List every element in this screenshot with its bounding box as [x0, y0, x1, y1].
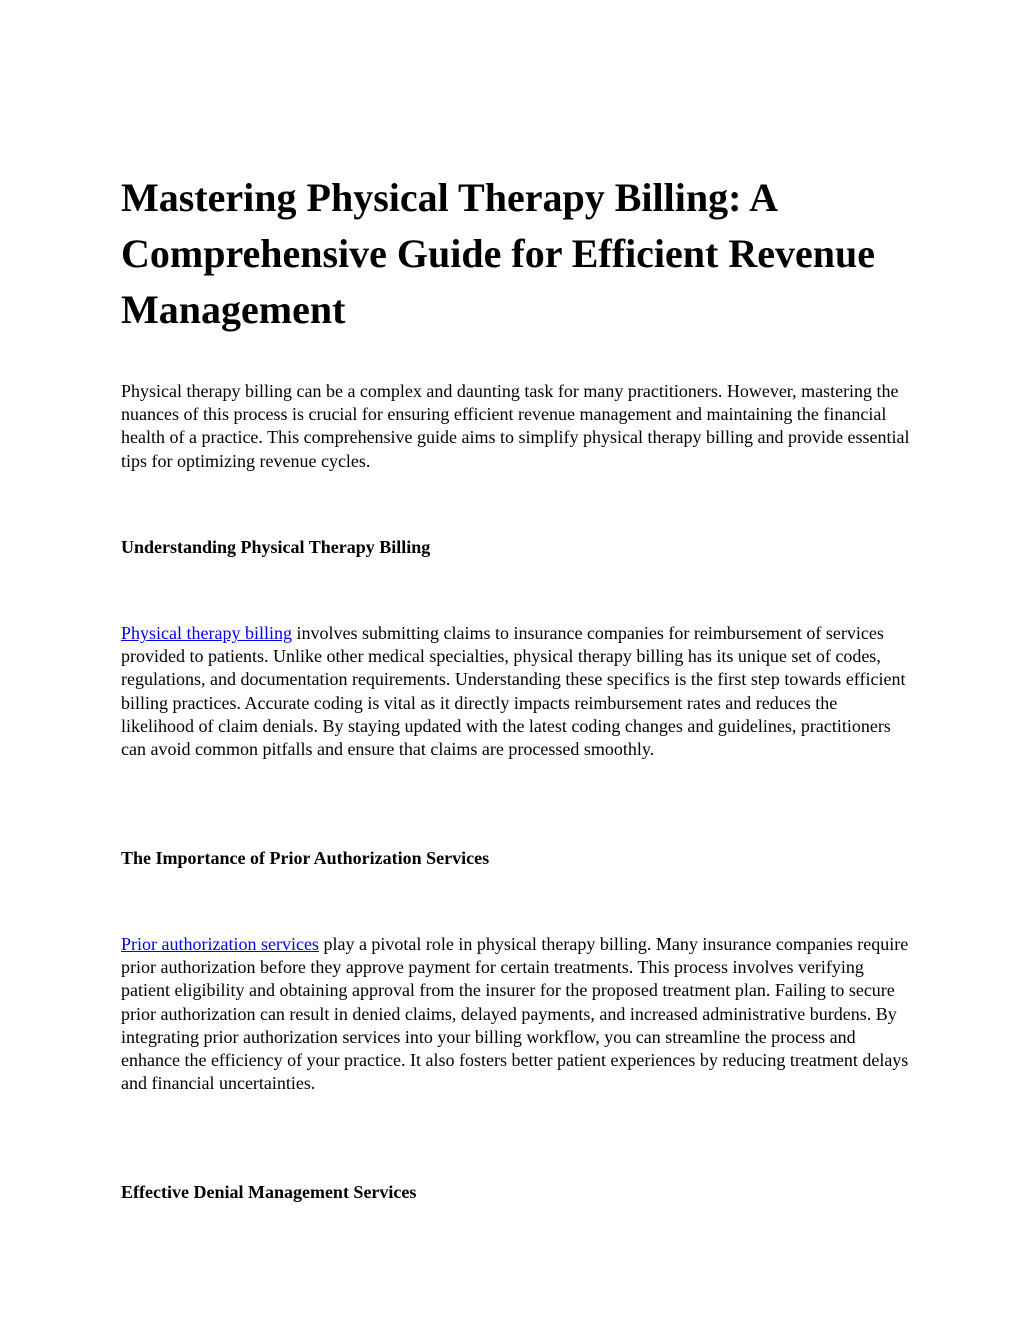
section-heading-prior-authorization: The Importance of Prior Authorization Services [121, 848, 490, 868]
prior-authorization-services-link[interactable]: Prior authorization services [121, 934, 319, 954]
section-body-text: play a pivotal role in physical therapy billing. Many insurance companies require prior authorization before they approve payment for certain treatments. This process involves verifying patient eligibility and obtaining approval from the insurer for the proposed treatment plan. Failing to secure prior authorization can result in denied claims, delayed payments, and increased administrative burdens. By integrating prior authorization services into your billing workflow, you can streamline the process and enhance the efficiency of your practice. It also fosters better patient experiences by reducing treatment delays and financial uncertainties. [121, 934, 909, 1094]
section-heading-understanding-billing: Understanding Physical Therapy Billing [121, 537, 431, 557]
section-paragraph-understanding-billing [121, 622, 911, 761]
intro-paragraph: Physical therapy billing can be a complex and daunting task for many practitioners. However, mastering the nuances of this process is crucial for ensuring efficient revenue management and maintaining the financial health of a practice. This comprehensive guide aims to simplify physical therapy billing and provide essential tips for optimizing revenue cycles. [121, 381, 910, 471]
section-heading-denial-management: Effective Denial Management Services [121, 1182, 417, 1202]
section-body-text: involves submitting claims to insurance companies for reimbursement of services provided to patients. Unlike other medical specialties, physical therapy billing has its unique set of codes, regulations, and documentation requirements. Understanding these specifics is the first step towards efficient billing practices. Accurate coding is vital as it directly impacts reimbursement rates and reduces the likelihood of claim denials. By staying updated with the latest coding changes and guidelines, practitioners can avoid common pitfalls and ensure that claims are processed smoothly. [121, 623, 906, 760]
section-paragraph-prior-authorization [121, 933, 911, 1095]
physical-therapy-billing-link[interactable]: Physical therapy billing [121, 623, 292, 643]
document-title: Mastering Physical Therapy Billing: A Comprehensive Guide for Efficient Revenue Management [121, 175, 876, 332]
